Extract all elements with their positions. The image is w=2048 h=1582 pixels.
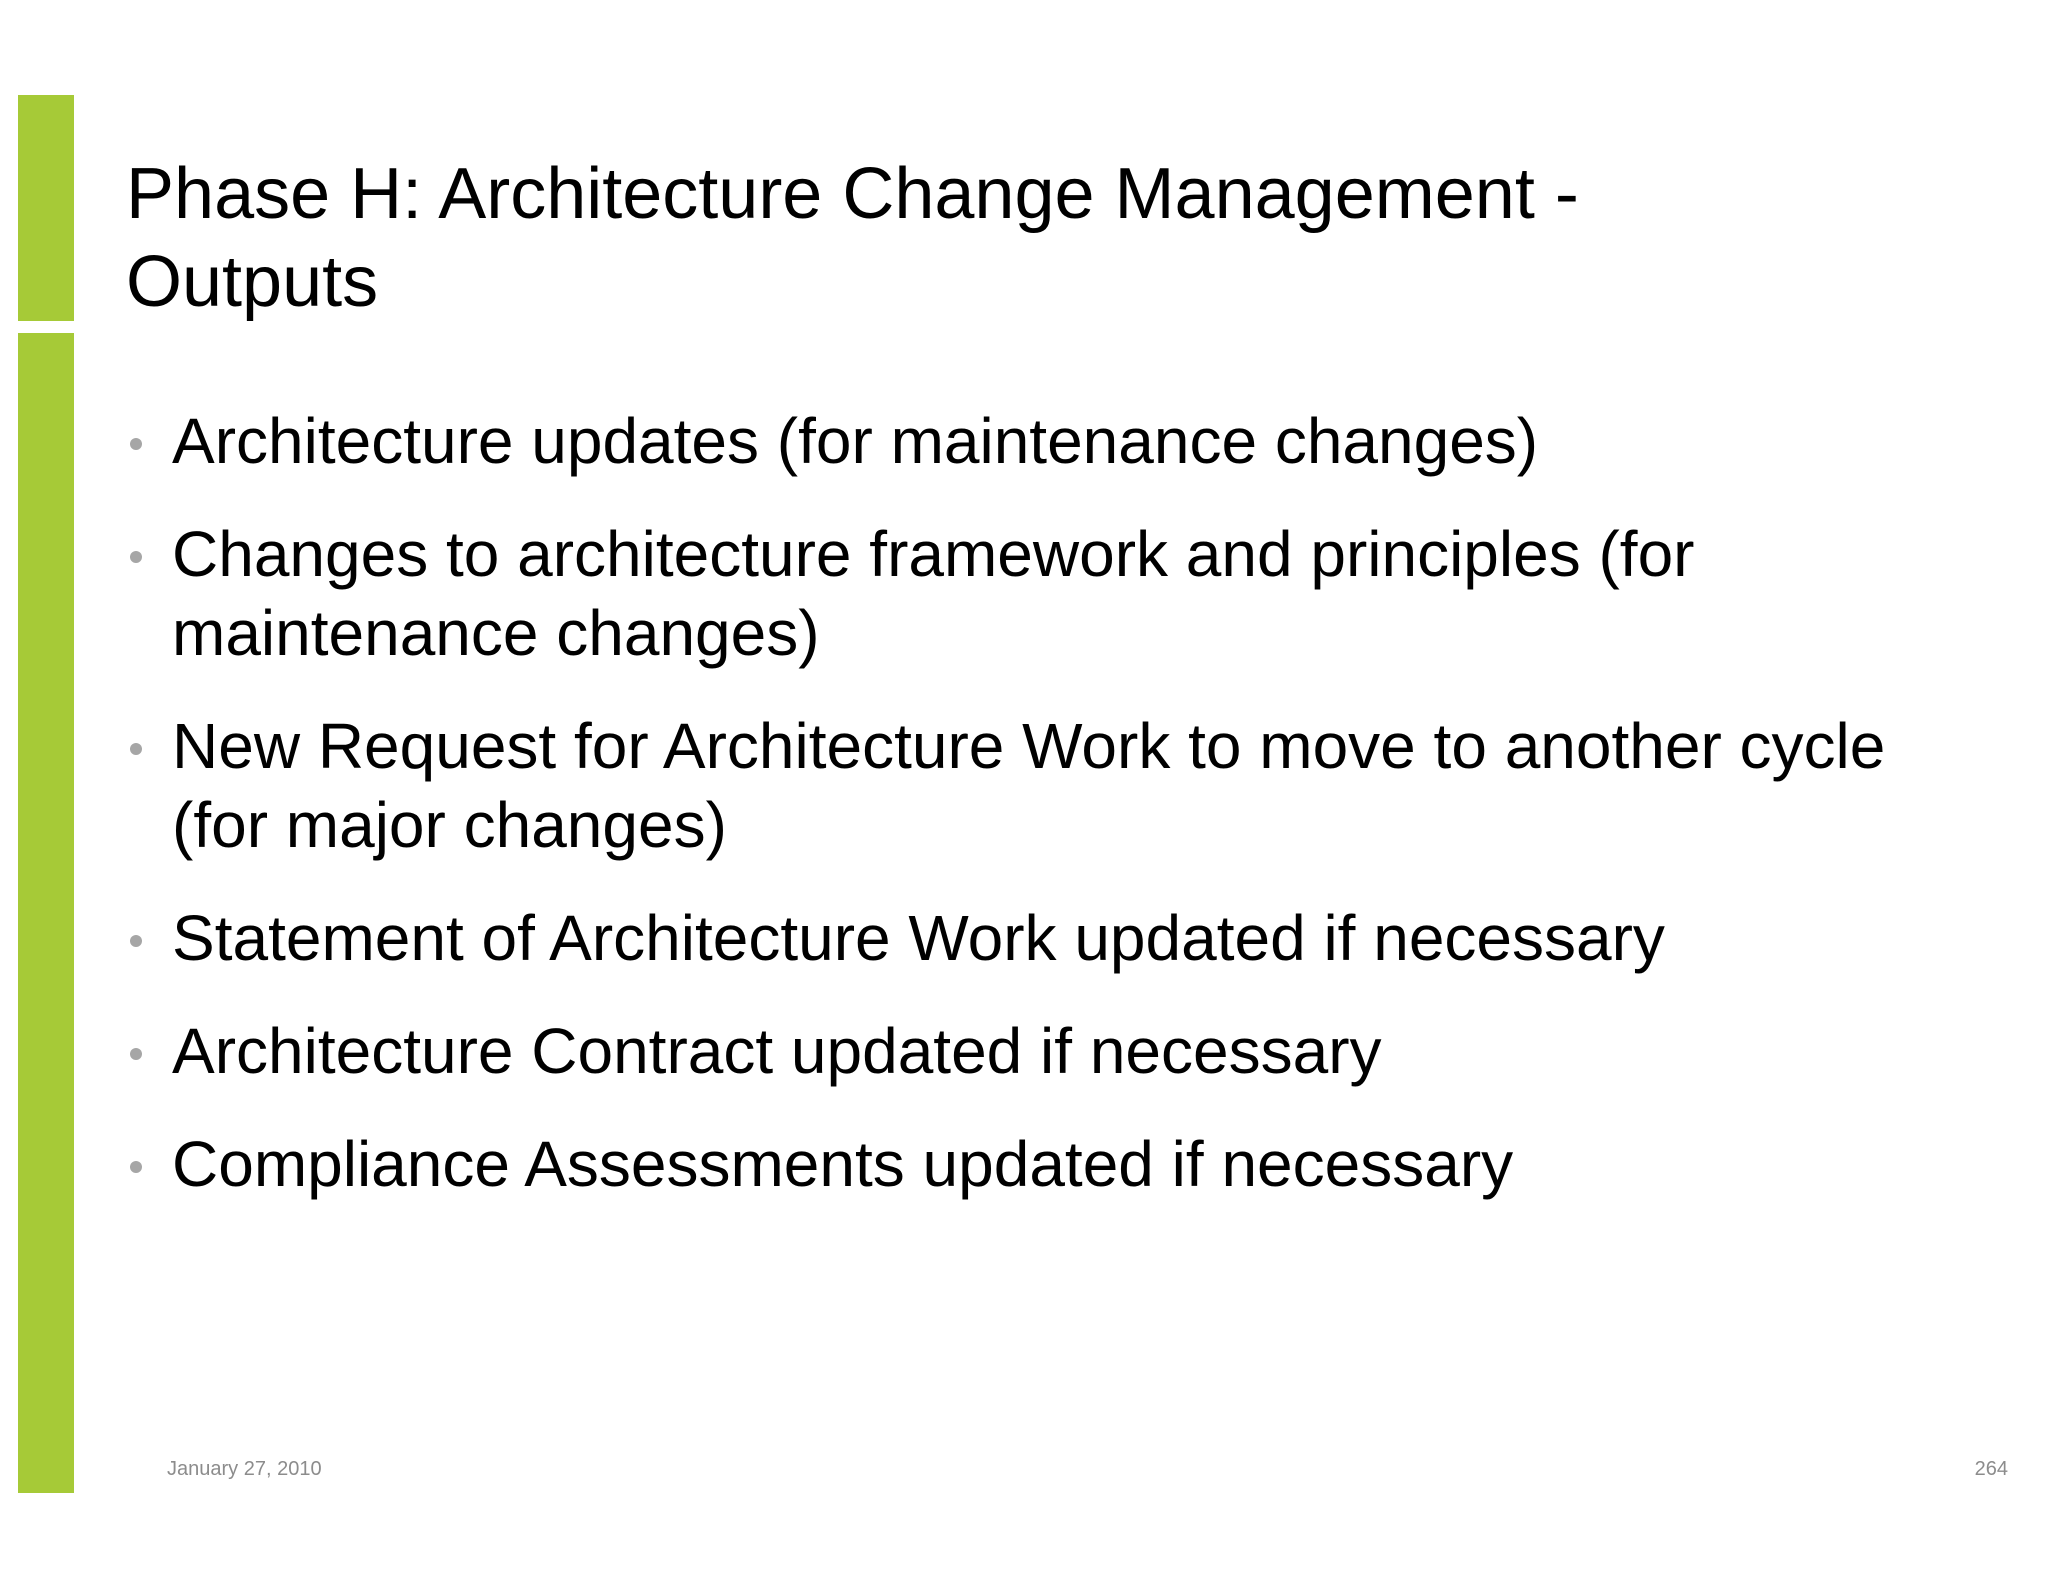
bullet-item [126,707,1886,865]
accent-bar-top [18,95,74,321]
bullet-dot-icon [130,1161,142,1173]
bullet-text: Architecture updates (for maintenance changes) [172,405,1539,477]
bullet-dot-icon [130,1048,142,1060]
bullet-text: Statement of Architecture Work updated if necessary [172,902,1665,974]
page-number: 264 [1974,1458,2008,1480]
bullet-item [126,1012,1886,1091]
bullet-item [126,1125,1886,1204]
bullet-text: Architecture Contract updated if necessary [172,1015,1382,1087]
bullet-item [126,402,1886,481]
accent-bar-bottom [18,333,74,1493]
bullet-dot-icon [130,551,142,563]
bullet-item [126,899,1886,978]
bullet-text: Changes to architecture framework and principles (for maintenance changes) [172,518,1695,669]
bullet-dot-icon [130,743,142,755]
bullet-list [126,402,1886,1238]
bullet-text: Compliance Assessments updated if necessary [172,1128,1514,1200]
bullet-dot-icon [130,438,142,450]
slide-title: Phase H: Architecture Change Management - Outputs [126,154,1579,322]
footer-date: January 27, 2010 [167,1458,322,1480]
bullet-dot-icon [130,935,142,947]
bullet-item [126,515,1886,673]
bullet-text: New Request for Architecture Work to move to another cycle (for major changes) [172,710,1886,861]
